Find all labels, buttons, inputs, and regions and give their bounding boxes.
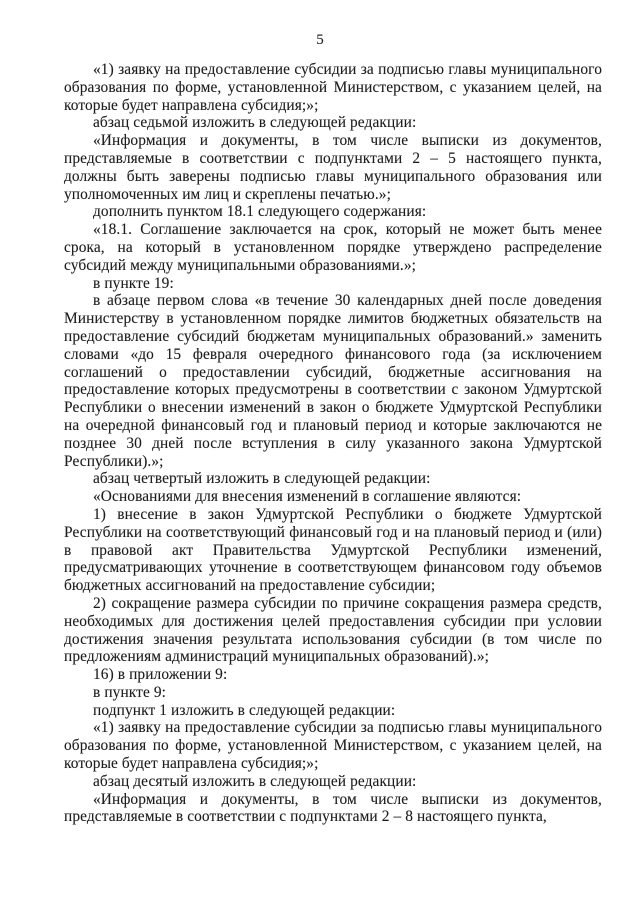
paragraph: дополнить пунктом 18.1 следующего содержания: xyxy=(93,203,427,221)
paragraph: в абзаце первом слова «в течение 30 календарных дней после доведения Министерству в установленном порядке лимитов бюджетных обязательств на предоставление субсидий бюджетам муниципальных образований.» заменить словами «до 15 февраля очередного финансового года (за исключением соглашений о предоставлении субсидий, бюджетные ассигнования на предоставление которых предусмотрены в соответствии с законом Удмуртской Республики о внесении изменений в закон о бюджете Удмуртской Республики на очередной финансовый год и плановый период и которые заключаются не позднее 30 дней после вступления в силу указанного закона Удмуртской Республики).»; xyxy=(64,292,602,470)
paragraph: «1) заявку на предоставление субсидии за подписью главы муниципального образования по форме, установленной Министерством, с указанием целей, на которые будет направлена субсидия;»; xyxy=(64,61,602,114)
paragraph: подпункт 1 изложить в следующей редакции: xyxy=(93,701,396,719)
paragraph: 16) в приложении 9: xyxy=(93,666,228,684)
paragraph: абзац десятый изложить в следующей редакции: xyxy=(93,772,417,790)
paragraph: «Информация и документы, в том числе выписки из документов, представляемые в соответствии с подпунктами 2 – 5 настоящего пункта, должны быть заверены подписью главы муниципального образования или уполномоченных им лиц и скреплены печатью.»; xyxy=(64,132,602,203)
paragraph: абзац четвертый изложить в следующей редакции: xyxy=(93,470,431,488)
paragraph: в пункте 9: xyxy=(93,683,167,701)
page-number: 5 xyxy=(316,32,324,48)
paragraph: «18.1. Соглашение заключается на срок, который не может быть менее срока, на который в установленном порядке утверждено распределение субсидий между муниципальными образованиями.»; xyxy=(64,221,602,274)
paragraph: в пункте 19: xyxy=(93,274,174,292)
document-body xyxy=(64,61,602,826)
paragraph: 2) сокращение размера субсидии по причине сокращения размера средств, необходимых для достижения целей предоставления субсидии при условии достижения значения результата использования субсидии (в том числе по предложениям администраций муниципальных образований).»; xyxy=(64,594,602,666)
paragraph: «Информация и документы, в том числе выписки из документов, представляемые в соответствии с подпунктами 2 – 8 настоящего пункта, xyxy=(64,790,602,826)
paragraph: абзац седьмой изложить в следующей редакции: xyxy=(93,114,417,132)
paragraph: «Основаниями для внесения изменений в соглашение являются: xyxy=(93,488,522,506)
paragraph: 1) внесение в закон Удмуртской Республики о бюджете Удмуртской Республики на соответствующий финансовый год и на плановый период и (или) в правовой акт Правительства Удмуртской Республики изменений, предусматривающих уточнение в соответствующем финансовом году объемов бюджетных ассигнований на предоставление субсидии; xyxy=(64,505,602,595)
paragraph: «1) заявку на предоставление субсидии за подписью главы муниципального образования по форме, установленной Министерством, с указанием целей, на которые будет направлена субсидия;»; xyxy=(64,719,602,773)
